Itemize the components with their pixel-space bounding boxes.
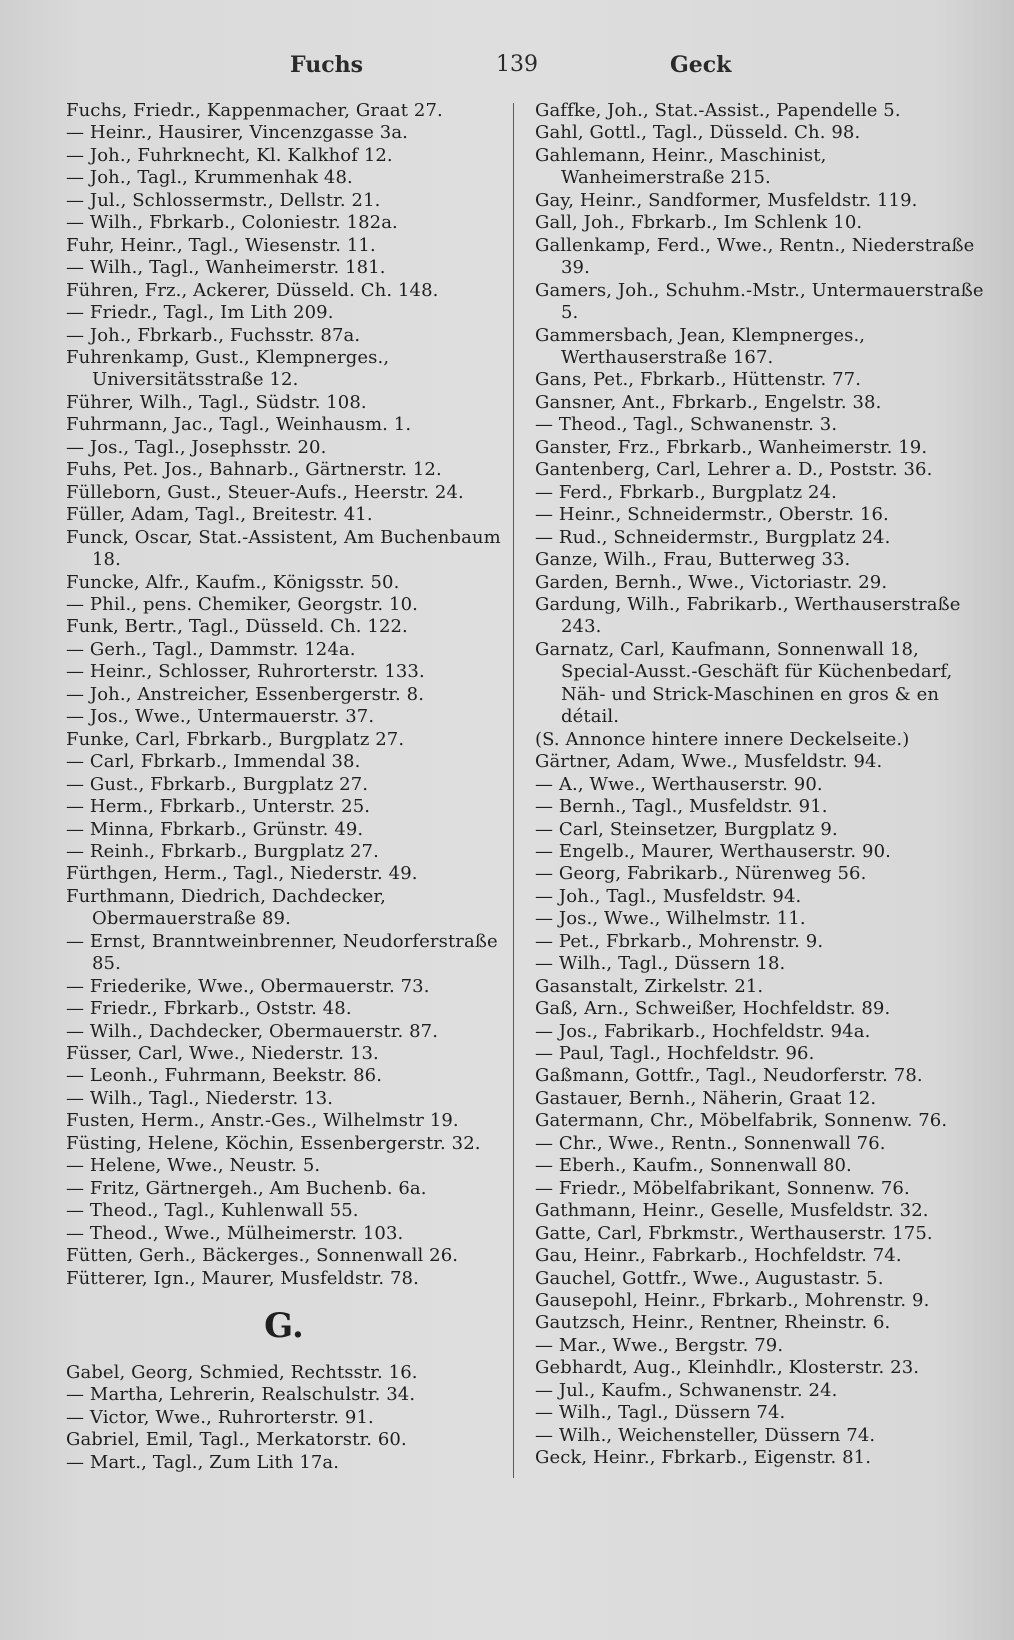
directory-entry: Gebhardt, Aug., Kleinhdlr., Klosterstr. 23. xyxy=(535,1357,920,1379)
page-number: 139 xyxy=(496,52,538,77)
directory-entry: Gau, Heinr., Fabrkarb., Hochfeldstr. 74. xyxy=(535,1245,902,1267)
directory-entry: Gahlemann, Heinr., Maschinist, Wanheimerstraße 215. xyxy=(535,144,827,189)
directory-entry: — A., Wwe., Werthauserstr. 90. xyxy=(535,773,823,795)
directory-entry: Gallenkamp, Ferd., Wwe., Rentn., Niederstraße 39. xyxy=(535,234,975,279)
directory-entry: Gamers, Joh., Schuhm.-Mstr., Untermauerstraße 5. xyxy=(535,279,984,324)
directory-entry: Fuchs, Friedr., Kappenmacher, Graat 27. xyxy=(66,100,443,121)
directory-entry: Gatte, Carl, Fbrkmstr., Werthauserstr. 175. xyxy=(535,1222,933,1244)
directory-entry: — Mart., Tagl., Zum Lith 17a. xyxy=(66,1451,340,1473)
directory-entry: Garnatz, Carl, Kaufmann, Sonnenwall 18, Special-Ausst.-Geschäft für Küchenbedarf, Näh- und Strick-Maschinen en gros & en détail. xyxy=(535,638,953,728)
directory-entry: — Wilh., Fbrkarb., Coloniestr. 182a. xyxy=(66,212,398,234)
directory-entry: Geck, Heinr., Fbrkarb., Eigenstr. 81. xyxy=(535,1447,872,1469)
directory-entry: Fuhrmann, Jac., Tagl., Weinhausm. 1. xyxy=(66,414,412,436)
directory-entry: Gastauer, Bernh., Näherin, Graat 12. xyxy=(535,1087,877,1109)
directory-entry: Gantenberg, Carl, Lehrer a. D., Poststr. 36. xyxy=(535,459,933,481)
directory-entry: Gatermann, Chr., Möbelfabrik, Sonnenw. 76. xyxy=(535,1110,948,1132)
directory-entry: Füsser, Carl, Wwe., Niederstr. 13. xyxy=(66,1043,379,1065)
directory-entry: — Theod., Tagl., Schwanenstr. 3. xyxy=(535,414,838,436)
directory-entry: — Helene, Wwe., Neustr. 5. xyxy=(66,1155,321,1177)
directory-entry: — Fritz, Gärtnergeh., Am Buchenb. 6a. xyxy=(66,1177,427,1199)
directory-entry: Gall, Joh., Fbrkarb., Im Schlenk 10. xyxy=(535,212,863,234)
directory-entry: Gahl, Gottl., Tagl., Düsseld. Ch. 98. xyxy=(535,122,861,144)
directory-entry: — Theod., Tagl., Kuhlenwall 55. xyxy=(66,1200,359,1222)
directory-entry: — Engelb., Maurer, Werthauserstr. 90. xyxy=(535,840,891,862)
directory-entry: Fütten, Gerh., Bäckerges., Sonnenwall 26. xyxy=(66,1245,459,1267)
directory-entry: Furthmann, Diedrich, Dachdecker, Obermauerstraße 89. xyxy=(66,885,386,930)
section-letter: G. xyxy=(264,1306,304,1347)
directory-entry: Gaßmann, Gottfr., Tagl., Neudorferstr. 78. xyxy=(535,1065,923,1087)
directory-entry: — Friedr., Möbelfabrikant, Sonnenw. 76. xyxy=(535,1177,910,1199)
directory-entry: Funk, Bertr., Tagl., Düsseld. Ch. 122. xyxy=(66,616,408,638)
directory-entry: Fütterer, Ign., Maurer, Musfeldstr. 78. xyxy=(66,1267,419,1289)
directory-entry: — Wilh., Tagl., Niederstr. 13. xyxy=(66,1087,334,1109)
directory-entry: Fürthgen, Herm., Tagl., Niederstr. 49. xyxy=(66,863,418,885)
directory-entry: — Phil., pens. Chemiker, Georgstr. 10. xyxy=(66,593,418,615)
directory-entry: Fuhrenkamp, Gust., Klempnerges., Universitätsstraße 12. xyxy=(66,346,390,391)
directory-entry: — Eberh., Kaufm., Sonnenwall 80. xyxy=(535,1155,852,1177)
header-right-keyword: Geck xyxy=(670,52,732,78)
directory-entry: — Paul, Tagl., Hochfeldstr. 96. xyxy=(535,1043,815,1065)
left-column xyxy=(66,100,502,1474)
directory-entry: Gautzsch, Heinr., Rentner, Rheinstr. 6. xyxy=(535,1312,891,1334)
directory-entry: — Heinr., Schneidermstr., Oberstr. 16. xyxy=(535,504,889,526)
directory-entry: — Chr., Wwe., Rentn., Sonnenwall 76. xyxy=(535,1132,886,1154)
directory-entry: — Pet., Fbrkarb., Mohrenstr. 9. xyxy=(535,930,824,952)
directory-entry: — Minna, Fbrkarb., Grünstr. 49. xyxy=(66,818,364,840)
directory-entry: Gabel, Georg, Schmied, Rechtsstr. 16. xyxy=(66,1362,418,1384)
directory-entry: Fülleborn, Gust., Steuer-Aufs., Heerstr. 24. xyxy=(66,481,464,503)
directory-entry: Gasanstalt, Zirkelstr. 21. xyxy=(535,975,764,997)
directory-entry: Führen, Frz., Ackerer, Düsseld. Ch. 148. xyxy=(66,279,439,301)
page-header xyxy=(60,48,954,88)
directory-entry: — Gust., Fbrkarb., Burgplatz 27. xyxy=(66,773,369,795)
directory-entry: Führer, Wilh., Tagl., Südstr. 108. xyxy=(66,391,367,413)
right-column xyxy=(535,100,985,1470)
directory-entry: Gansner, Ant., Fbrkarb., Engelstr. 38. xyxy=(535,391,882,413)
directory-entry: — Jul., Schlossermstr., Dellstr. 21. xyxy=(66,189,381,211)
directory-entry: — Friedr., Fbrkarb., Oststr. 48. xyxy=(66,998,352,1020)
directory-entry: — Joh., Fbrkarb., Fuchsstr. 87a. xyxy=(66,324,361,346)
directory-entry: Fuhs, Pet. Jos., Bahnarb., Gärtnerstr. 12. xyxy=(66,459,442,481)
directory-entry: — Wilh., Tagl., Düssern 18. xyxy=(535,953,786,975)
directory-entry: — Victor, Wwe., Ruhrorterstr. 91. xyxy=(66,1406,374,1428)
directory-entry: — Bernh., Tagl., Musfeldstr. 91. xyxy=(535,796,828,818)
directory-entry: — Mar., Wwe., Bergstr. 79. xyxy=(535,1334,784,1356)
directory-entry: Gans, Pet., Fbrkarb., Hüttenstr. 77. xyxy=(535,369,862,391)
directory-entry: — Herm., Fbrkarb., Unterstr. 25. xyxy=(66,796,371,818)
directory-entry: Funke, Carl, Fbrkarb., Burgplatz 27. xyxy=(66,728,405,750)
directory-entry: — Georg, Fabrikarb., Nürenweg 56. xyxy=(535,863,867,885)
directory-entry: — Joh., Tagl., Musfeldstr. 94. xyxy=(535,885,802,907)
directory-entry: — Friederike, Wwe., Obermauerstr. 73. xyxy=(66,975,430,997)
directory-entry: Ganster, Frz., Fbrkarb., Wanheimerstr. 19. xyxy=(535,436,928,458)
directory-entry: (S. Annonce hintere innere Deckelseite.) xyxy=(535,728,910,750)
directory-entry: Gabriel, Emil, Tagl., Merkatorstr. 60. xyxy=(66,1429,407,1451)
header-left-keyword: Fuchs xyxy=(290,52,364,78)
directory-entry: — Joh., Fuhrknecht, Kl. Kalkhof 12. xyxy=(66,144,393,166)
directory-entry: — Joh., Tagl., Krummenhak 48. xyxy=(66,167,353,189)
directory-entry: Fuhr, Heinr., Tagl., Wiesenstr. 11. xyxy=(66,234,376,256)
directory-entry: Gardung, Wilh., Fabrikarb., Werthauserstraße 243. xyxy=(535,593,961,638)
directory-entry: — Gerh., Tagl., Dammstr. 124a. xyxy=(66,638,356,660)
directory-entry: Garden, Bernh., Wwe., Victoriastr. 29. xyxy=(535,571,888,593)
directory-entry: Gay, Heinr., Sandformer, Musfeldstr. 119. xyxy=(535,189,918,211)
directory-entry: — Rud., Schneidermstr., Burgplatz 24. xyxy=(535,526,891,548)
directory-entry: — Reinh., Fbrkarb., Burgplatz 27. xyxy=(66,840,379,862)
directory-entry: Fusten, Herm., Anstr.-Ges., Wilhelmstr 19. xyxy=(66,1110,459,1132)
directory-entry: Gaffke, Joh., Stat.-Assist., Papendelle 5. xyxy=(535,100,901,121)
directory-entry: Gammersbach, Jean, Klempnerges., Werthauserstraße 167. xyxy=(535,324,866,368)
directory-entry: — Friedr., Tagl., Im Lith 209. xyxy=(66,302,334,324)
directory-entry: — Theod., Wwe., Mülheimerstr. 103. xyxy=(66,1222,404,1244)
directory-entry: Gauchel, Gottfr., Wwe., Augustastr. 5. xyxy=(535,1267,884,1289)
column-divider xyxy=(513,103,514,1478)
directory-entry: Funck, Oscar, Stat.-Assistent, Am Buchenbaum 18. xyxy=(66,526,501,571)
directory-entry: Füsting, Helene, Köchin, Essenbergerstr. 32. xyxy=(66,1132,481,1154)
directory-entry: Gaß, Arn., Schweißer, Hochfeldstr. 89. xyxy=(535,998,891,1020)
directory-entry: — Ferd., Fbrkarb., Burgplatz 24. xyxy=(535,481,837,503)
directory-entry: — Ernst, Branntweinbrenner, Neudorferstraße 85. xyxy=(66,930,498,975)
directory-entry: Gausepohl, Heinr., Fbrkarb., Mohrenstr. 9. xyxy=(535,1290,930,1312)
directory-entry: — Heinr., Hausirer, Vincenzgasse 3a. xyxy=(66,122,409,144)
directory-entry: Ganze, Wilh., Frau, Butterweg 33. xyxy=(535,549,851,571)
directory-entry: — Jos., Fabrikarb., Hochfeldstr. 94a. xyxy=(535,1020,871,1042)
directory-entry: — Carl, Steinsetzer, Burgplatz 9. xyxy=(535,818,838,840)
directory-entry: — Martha, Lehrerin, Realschulstr. 34. xyxy=(66,1384,416,1406)
directory-entry: — Wilh., Tagl., Wanheimerstr. 181. xyxy=(66,257,386,279)
directory-entry: — Wilh., Weichensteller, Düssern 74. xyxy=(535,1424,876,1446)
directory-entry: Funcke, Alfr., Kaufm., Königsstr. 50. xyxy=(66,571,400,593)
directory-entry: — Joh., Anstreicher, Essenbergerstr. 8. xyxy=(66,683,425,705)
directory-entry: — Jos., Wwe., Wilhelmstr. 11. xyxy=(535,908,806,930)
directory-entry: Gathmann, Heinr., Geselle, Musfeldstr. 32. xyxy=(535,1200,929,1222)
directory-entry: — Leonh., Fuhrmann, Beekstr. 86. xyxy=(66,1065,383,1087)
directory-entry: — Heinr., Schlosser, Ruhrorterstr. 133. xyxy=(66,661,425,683)
directory-entry: — Jos., Tagl., Josephsstr. 20. xyxy=(66,436,327,458)
directory-entry: — Wilh., Dachdecker, Obermauerstr. 87. xyxy=(66,1020,439,1042)
directory-entry: Füller, Adam, Tagl., Breitestr. 41. xyxy=(66,504,373,526)
directory-entry: — Carl, Fbrkarb., Immendal 38. xyxy=(66,751,361,773)
directory-entry: Gärtner, Adam, Wwe., Musfeldstr. 94. xyxy=(535,751,883,773)
directory-entry: — Jos., Wwe., Untermauerstr. 37. xyxy=(66,706,375,728)
directory-entry: — Jul., Kaufm., Schwanenstr. 24. xyxy=(535,1379,838,1401)
directory-entry: — Wilh., Tagl., Düssern 74. xyxy=(535,1402,786,1424)
